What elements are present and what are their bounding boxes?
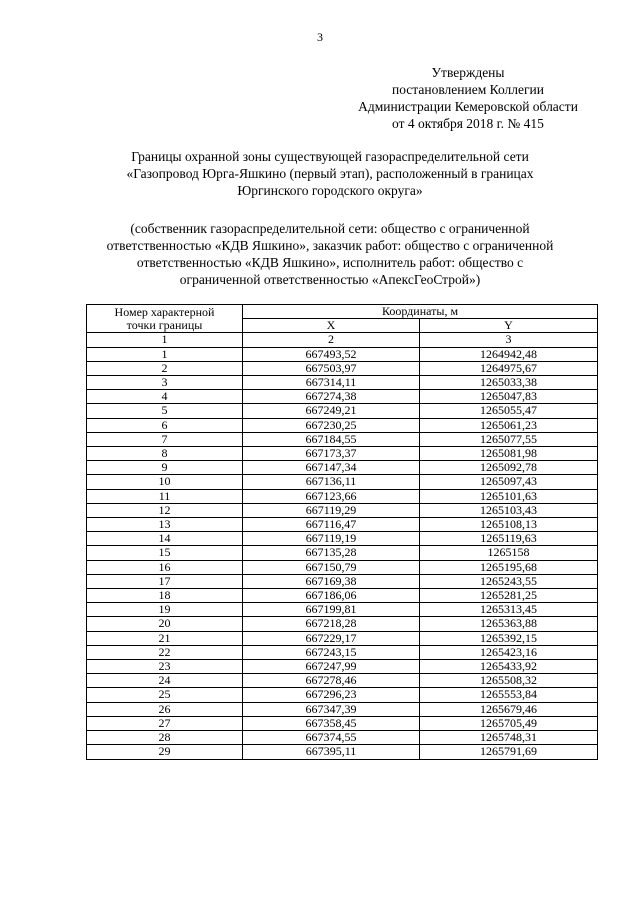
table-row — [87, 418, 598, 432]
y-coordinate-cell: 1265313,45 — [420, 603, 598, 617]
subtitle-line: ответственностью «КДВ Яшкино», исполнитель работ: общество с — [136, 255, 524, 270]
x-coordinate-cell: 667278,46 — [243, 674, 420, 688]
point-number-cell: 13 — [87, 518, 243, 532]
subtitle-line: ограниченной ответственностью «АпексГеоСтрой») — [179, 272, 481, 287]
table-row — [87, 461, 598, 475]
point-number-cell: 24 — [87, 674, 243, 688]
table-row — [87, 347, 598, 361]
y-coordinate-cell: 1265553,84 — [420, 688, 598, 702]
y-coordinate-cell: 1265081,98 — [420, 447, 598, 461]
table-row — [87, 518, 598, 532]
y-coordinate-cell: 1265243,55 — [420, 574, 598, 588]
y-coordinate-cell: 1264942,48 — [420, 347, 598, 361]
y-coordinate-cell: 1265055,47 — [420, 404, 598, 418]
approval-line: от 4 октября 2018 г. № 415 — [392, 116, 544, 131]
x-coordinate-cell: 667229,17 — [243, 631, 420, 645]
approval-line: Администрации Кемеровской области — [358, 99, 578, 114]
x-coordinate-cell: 667135,28 — [243, 546, 420, 560]
x-coordinate-cell: 667218,28 — [243, 617, 420, 631]
table-row — [87, 645, 598, 659]
table-row — [87, 674, 598, 688]
y-coordinate-cell: 1265195,68 — [420, 560, 598, 574]
table-row — [87, 361, 598, 375]
y-coordinate-cell: 1265679,46 — [420, 702, 598, 716]
y-coordinate-cell: 1265092,78 — [420, 461, 598, 475]
point-number-cell: 2 — [87, 361, 243, 375]
document-subtitle — [60, 220, 600, 288]
table-row — [87, 376, 598, 390]
coordinates-table — [86, 304, 598, 760]
table-row — [87, 489, 598, 503]
title-line: Границы охранной зоны существующей газораспределительной сети — [131, 149, 529, 164]
x-coordinate-cell: 667173,37 — [243, 447, 420, 461]
approval-line: Утверждены — [431, 65, 505, 80]
y-coordinate-cell: 1265705,49 — [420, 716, 598, 730]
y-coordinate-cell: 1265791,69 — [420, 745, 598, 759]
x-coordinate-cell: 667296,23 — [243, 688, 420, 702]
table-row — [87, 660, 598, 674]
point-number-cell: 9 — [87, 461, 243, 475]
x-coordinate-cell: 667119,19 — [243, 532, 420, 546]
approval-line: постановлением Коллегии — [392, 82, 544, 97]
point-number-cell: 29 — [87, 745, 243, 759]
y-coordinate-cell: 1265423,16 — [420, 645, 598, 659]
point-number-cell: 21 — [87, 631, 243, 645]
table-row — [87, 546, 598, 560]
point-number-cell: 20 — [87, 617, 243, 631]
header-y: Y — [420, 319, 598, 333]
table-row — [87, 716, 598, 730]
y-coordinate-cell: 1265748,31 — [420, 731, 598, 745]
y-coordinate-cell: 1265508,32 — [420, 674, 598, 688]
table-row — [87, 390, 598, 404]
y-coordinate-cell: 1265119,63 — [420, 532, 598, 546]
index-cell: 1 — [87, 333, 243, 347]
y-coordinate-cell: 1265077,55 — [420, 432, 598, 446]
point-number-cell: 19 — [87, 603, 243, 617]
table-row — [87, 617, 598, 631]
y-coordinate-cell: 1265392,15 — [420, 631, 598, 645]
table-row — [87, 475, 598, 489]
table-row — [87, 688, 598, 702]
table-row — [87, 447, 598, 461]
y-coordinate-cell: 1265103,43 — [420, 503, 598, 517]
x-coordinate-cell: 667347,39 — [243, 702, 420, 716]
x-coordinate-cell: 667274,38 — [243, 390, 420, 404]
x-coordinate-cell: 667186,06 — [243, 589, 420, 603]
point-number-cell: 18 — [87, 589, 243, 603]
point-number-cell: 6 — [87, 418, 243, 432]
point-number-cell: 8 — [87, 447, 243, 461]
approval-block — [348, 64, 588, 132]
page-number: 3 — [317, 30, 323, 44]
table-row — [87, 503, 598, 517]
x-coordinate-cell: 667247,99 — [243, 660, 420, 674]
x-coordinate-cell: 667116,47 — [243, 518, 420, 532]
index-cell: 3 — [420, 333, 598, 347]
x-coordinate-cell: 667150,79 — [243, 560, 420, 574]
y-coordinate-cell: 1265363,88 — [420, 617, 598, 631]
x-coordinate-cell: 667147,34 — [243, 461, 420, 475]
table-row — [87, 404, 598, 418]
x-coordinate-cell: 667136,11 — [243, 475, 420, 489]
point-number-cell: 10 — [87, 475, 243, 489]
table-row — [87, 589, 598, 603]
table-row — [87, 603, 598, 617]
table-row — [87, 560, 598, 574]
point-number-cell: 26 — [87, 702, 243, 716]
x-coordinate-cell: 667199,81 — [243, 603, 420, 617]
x-coordinate-cell: 667243,15 — [243, 645, 420, 659]
table-row — [87, 574, 598, 588]
header-x: X — [243, 319, 420, 333]
x-coordinate-cell: 667184,55 — [243, 432, 420, 446]
x-coordinate-cell: 667503,97 — [243, 361, 420, 375]
y-coordinate-cell: 1265101,63 — [420, 489, 598, 503]
table-row — [87, 532, 598, 546]
subtitle-line: (собственник газораспределительной сети: общество с ограниченной — [130, 221, 530, 236]
x-coordinate-cell: 667230,25 — [243, 418, 420, 432]
table-row — [87, 702, 598, 716]
table-row — [87, 731, 598, 745]
x-coordinate-cell: 667123,66 — [243, 489, 420, 503]
point-number-cell: 14 — [87, 532, 243, 546]
point-number-cell: 5 — [87, 404, 243, 418]
y-coordinate-cell: 1265158 — [420, 546, 598, 560]
point-number-cell: 4 — [87, 390, 243, 404]
point-number-cell: 11 — [87, 489, 243, 503]
y-coordinate-cell: 1265433,92 — [420, 660, 598, 674]
y-coordinate-cell: 1265108,13 — [420, 518, 598, 532]
x-coordinate-cell: 667119,29 — [243, 503, 420, 517]
y-coordinate-cell: 1265033,38 — [420, 376, 598, 390]
header-coordinates: Координаты, м — [243, 305, 598, 319]
document-title — [60, 148, 600, 199]
y-coordinate-cell: 1265061,23 — [420, 418, 598, 432]
x-coordinate-cell: 667493,52 — [243, 347, 420, 361]
title-line: «Газопровод Юрга-Яшкино (первый этап), расположенный в границах — [126, 166, 534, 181]
y-coordinate-cell: 1265281,25 — [420, 589, 598, 603]
index-cell: 2 — [243, 333, 420, 347]
table-row — [87, 745, 598, 759]
point-number-cell: 16 — [87, 560, 243, 574]
x-coordinate-cell: 667314,11 — [243, 376, 420, 390]
x-coordinate-cell: 667249,21 — [243, 404, 420, 418]
table-row — [87, 432, 598, 446]
point-number-cell: 15 — [87, 546, 243, 560]
x-coordinate-cell: 667374,55 — [243, 731, 420, 745]
point-number-cell: 1 — [87, 347, 243, 361]
point-number-cell: 17 — [87, 574, 243, 588]
x-coordinate-cell: 667169,38 — [243, 574, 420, 588]
y-coordinate-cell: 1265047,83 — [420, 390, 598, 404]
table-row — [87, 631, 598, 645]
header-point-number: Номер характерной точки границы — [87, 305, 243, 333]
point-number-cell: 28 — [87, 731, 243, 745]
point-number-cell: 27 — [87, 716, 243, 730]
point-number-cell: 3 — [87, 376, 243, 390]
x-coordinate-cell: 667358,45 — [243, 716, 420, 730]
subtitle-line: ответственностью «КДВ Яшкино», заказчик работ: общество с ограниченной — [106, 238, 554, 253]
y-coordinate-cell: 1264975,67 — [420, 361, 598, 375]
point-number-cell: 23 — [87, 660, 243, 674]
point-number-cell: 12 — [87, 503, 243, 517]
y-coordinate-cell: 1265097,43 — [420, 475, 598, 489]
point-number-cell: 7 — [87, 432, 243, 446]
title-line: Юргинского городского округа» — [237, 183, 423, 198]
x-coordinate-cell: 667395,11 — [243, 745, 420, 759]
point-number-cell: 25 — [87, 688, 243, 702]
point-number-cell: 22 — [87, 645, 243, 659]
